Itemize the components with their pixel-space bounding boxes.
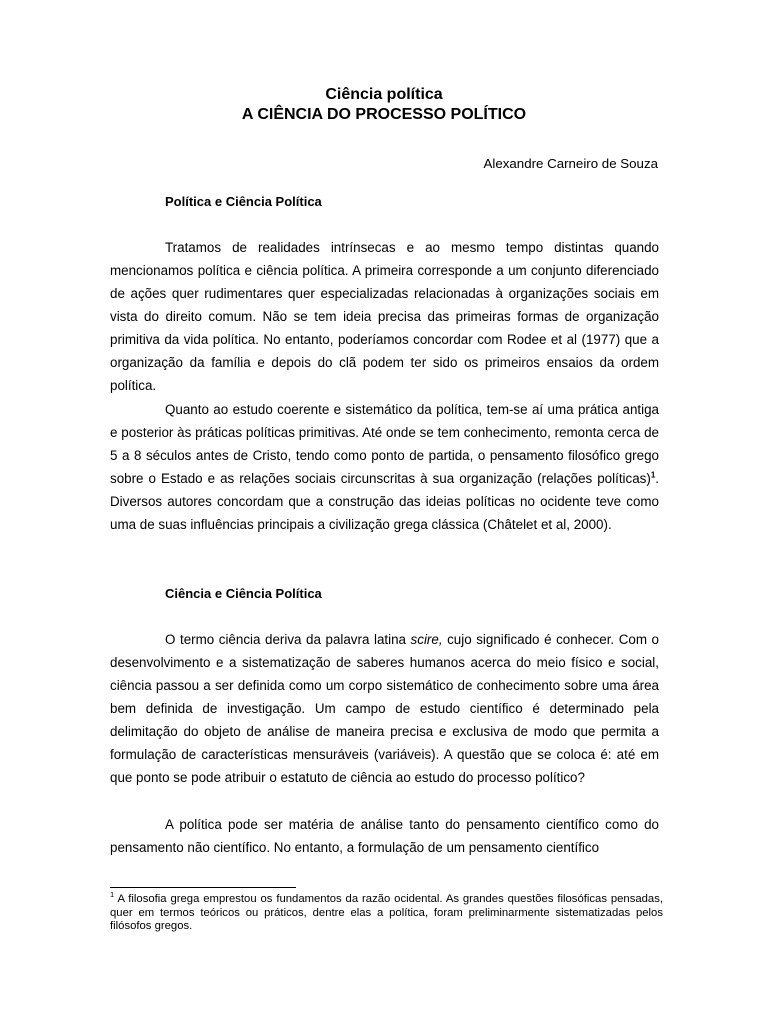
paragraph [110,398,659,536]
footnote-number: 1 [110,890,115,900]
paragraph [110,628,659,789]
footnote-text: A filosofia grega emprestou os fundamentos da razão ocidental. As grandes questões filosóficas pensadas, quer em termos teóricos ou práticos, dentre elas a política, foram preliminarmente sistematizadas pelos filósofos gregos. [110,893,663,932]
paragraph-text: Tratamos de realidades intrínsecas e ao mesmo tempo distintas quando mencionamos política e ciência política. A primeira corresponde a um conjunto diferenciado de ações quer rudimentares quer especializadas relacionadas à organizações sociais em vista do direito comum. Não se tem ideia precisa das primeiras formas de organização primitiva da vida política. No entanto, poderíamos concordar com Rodee et al (1977) que a organização da família e depois do clã podem ter sido os primeiros ensaios da ordem política. [110,240,659,393]
paragraph-text: Quanto ao estudo coerente e sistemático da política, tem-se aí uma prática antiga e posterior às práticas políticas primitivas. Até onde se tem conhecimento, remonta cerca de 5 a 8 séculos antes de Cristo, tendo como ponto de partida, o pensamento filosófico grego sobre o Estado e as relações sociais circunscritas à sua organização (relações políticas) [110,402,659,486]
paragraph-text: cujo significado é conhecer. Com o desenvolvimento e a sistematização de saberes humanos acerca do meio físico e social, ciência passou a ser definida como um corpo sistemático de conhecimento sobre uma área bem definida de investigação. Um campo de estudo científico é determinado pela delimitação do objeto de análise de maneira precisa e exclusiva de modo que permita a formulação de características mensuráveis (variáveis). A questão que se coloca é: até em que ponto se pode atribuir o estatuto de ciência ao estudo do processo político? [110,632,659,785]
paragraph-text: . Diversos autores concordam que a construção das ideias políticas no ocidente teve como uma de suas influências principais a civilização grega clássica (Châtelet et al, 2000). [110,471,659,532]
section-heading-ciencia: Ciência e Ciência Política [165,586,322,601]
paragraph-text: O termo ciência deriva da palavra latina [165,632,411,647]
document-title: Ciência política [325,86,443,103]
author-name: Alexandre Carneiro de Souza [483,156,658,171]
footnote-divider [110,887,296,888]
italic-term: scire, [410,632,443,647]
document-subtitle: A CIÊNCIA DO PROCESSO POLÍTICO [241,106,527,123]
footnote [110,890,663,934]
paragraph [110,813,659,859]
section-heading-politica: Política e Ciência Política [165,194,322,209]
paragraph [110,236,659,397]
footnote-reference: 1 [650,470,656,480]
paragraph-text: A política pode ser matéria de análise tanto do pensamento científico como do pensamento não científico. No entanto, a formulação de um pensamento científico [110,817,659,855]
